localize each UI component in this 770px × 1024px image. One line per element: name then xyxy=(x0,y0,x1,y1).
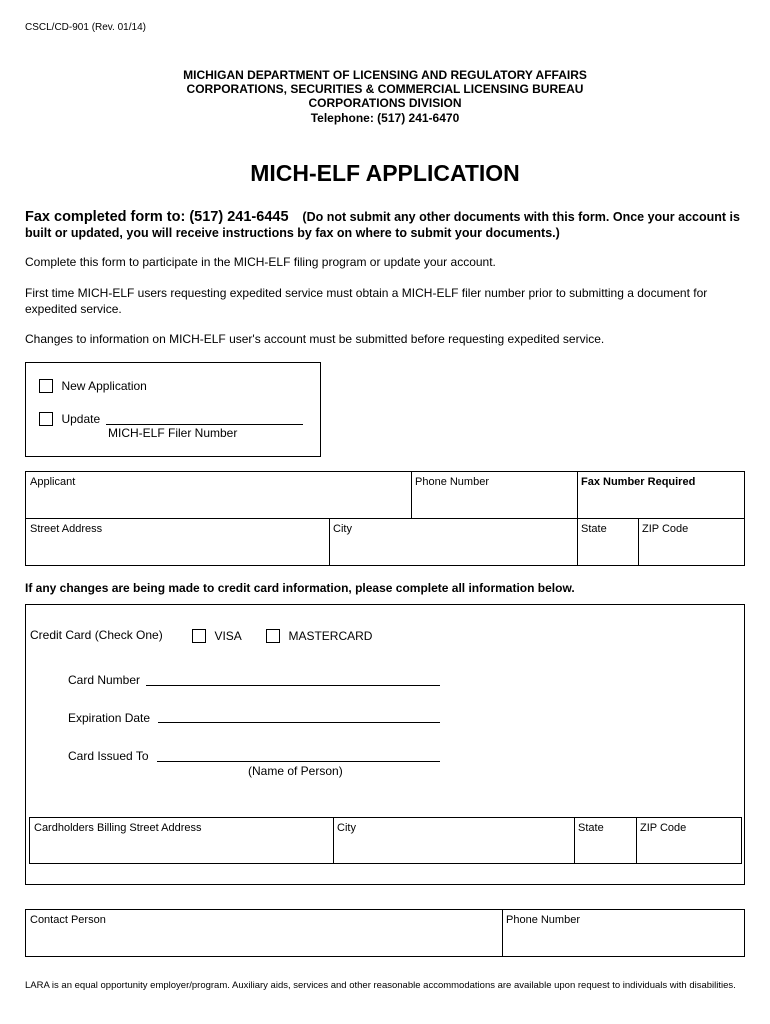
agency-telephone: Telephone: (517) 241-6470 xyxy=(310,111,460,125)
mastercard-label: MASTERCARD xyxy=(288,628,373,643)
update-checkbox[interactable] xyxy=(39,412,53,426)
street-address-field[interactable] xyxy=(26,519,330,565)
billing-street-field[interactable] xyxy=(30,818,334,863)
billing-city-label: City xyxy=(337,822,356,834)
contact-person-label: Contact Person xyxy=(30,914,106,926)
new-application-option[interactable] xyxy=(39,377,147,395)
billing-state-label: State xyxy=(578,822,604,834)
form-id: CSCL/CD-901 (Rev. 01/14) xyxy=(25,22,146,33)
new-application-label: New Application xyxy=(61,378,147,393)
filer-number-field[interactable] xyxy=(106,423,303,425)
state-label: State xyxy=(581,523,607,535)
credit-card-notice: If any changes are being made to credit card information, please complete all information below. xyxy=(25,581,575,595)
fax-number-line: Fax completed form to: (517) 241-6445 xyxy=(25,209,289,225)
fax-note: (Do not submit any other documents with this form. Once your account is built or updated, you will receive instructions by fax on where to submit your documents.) xyxy=(25,210,740,240)
applicant-field[interactable] xyxy=(26,472,412,518)
credit-card-box xyxy=(25,604,745,885)
mastercard-checkbox[interactable] xyxy=(266,629,280,643)
zip-field[interactable] xyxy=(638,519,744,565)
credit-card-check-label: Credit Card (Check One) xyxy=(30,628,163,642)
billing-zip-field[interactable] xyxy=(636,818,741,863)
name-of-person-caption: (Name of Person) xyxy=(248,764,343,778)
visa-option[interactable] xyxy=(192,627,242,645)
filer-number-caption: MICH-ELF Filer Number xyxy=(108,426,238,440)
page-title: MICH-ELF APPLICATION xyxy=(250,160,520,186)
visa-label: VISA xyxy=(214,628,242,643)
fax-label: Fax Number Required xyxy=(581,476,696,488)
division-name: CORPORATIONS DIVISION xyxy=(308,96,462,110)
applicant-label: Applicant xyxy=(30,476,76,488)
visa-checkbox[interactable] xyxy=(192,629,206,643)
card-number-label: Card Number xyxy=(68,673,141,687)
billing-state-field[interactable] xyxy=(574,818,637,863)
new-application-checkbox[interactable] xyxy=(39,379,53,393)
contact-person-field[interactable] xyxy=(26,910,503,956)
street-address-label: Street Address xyxy=(30,523,103,535)
footer-disclaimer: LARA is an equal opportunity employer/program. Auxiliary aids, services and other reasonable accommodations are available upon request to individuals with disabilities. xyxy=(25,980,736,991)
mastercard-option[interactable] xyxy=(266,627,372,645)
contact-table xyxy=(25,909,745,957)
zip-label: ZIP Code xyxy=(642,523,689,535)
card-issued-to-label: Card Issued To xyxy=(68,749,149,763)
card-number-field[interactable] xyxy=(146,684,440,686)
fax-instructions xyxy=(25,209,745,241)
update-option[interactable] xyxy=(39,410,100,428)
billing-street-label: Cardholders Billing Street Address xyxy=(34,822,202,834)
state-field[interactable] xyxy=(577,519,639,565)
phone-label: Phone Number xyxy=(415,476,489,488)
bureau-name: CORPORATIONS, SECURITIES & COMMERCIAL LICENSING BUREAU xyxy=(186,82,584,96)
intro-paragraph: Complete this form to participate in the MICH-ELF filing program or update your account. xyxy=(25,255,496,269)
expiration-date-label: Expiration Date xyxy=(68,711,151,725)
billing-city-field[interactable] xyxy=(333,818,575,863)
billing-zip-label: ZIP Code xyxy=(640,822,687,834)
applicant-table xyxy=(25,471,745,566)
fax-field[interactable] xyxy=(577,472,744,518)
expiration-date-field[interactable] xyxy=(158,721,440,723)
changes-paragraph: Changes to information on MICH-ELF user's account must be submitted before requesting expedited service. xyxy=(25,332,605,346)
card-issued-to-field[interactable] xyxy=(157,760,440,762)
city-label: City xyxy=(333,523,352,535)
contact-phone-label: Phone Number xyxy=(506,914,580,926)
application-type-box xyxy=(25,362,321,457)
contact-phone-field[interactable] xyxy=(502,910,744,956)
city-field[interactable] xyxy=(329,519,578,565)
agency-name: MICHIGAN DEPARTMENT OF LICENSING AND REGULATORY AFFAIRS xyxy=(183,68,587,82)
billing-address-table xyxy=(29,817,742,864)
expedited-paragraph: First time MICH-ELF users requesting expedited service must obtain a MICH-ELF filer number prior to submitting a document for expedited service. xyxy=(25,286,708,316)
phone-field[interactable] xyxy=(411,472,578,518)
update-label: Update xyxy=(61,411,101,426)
